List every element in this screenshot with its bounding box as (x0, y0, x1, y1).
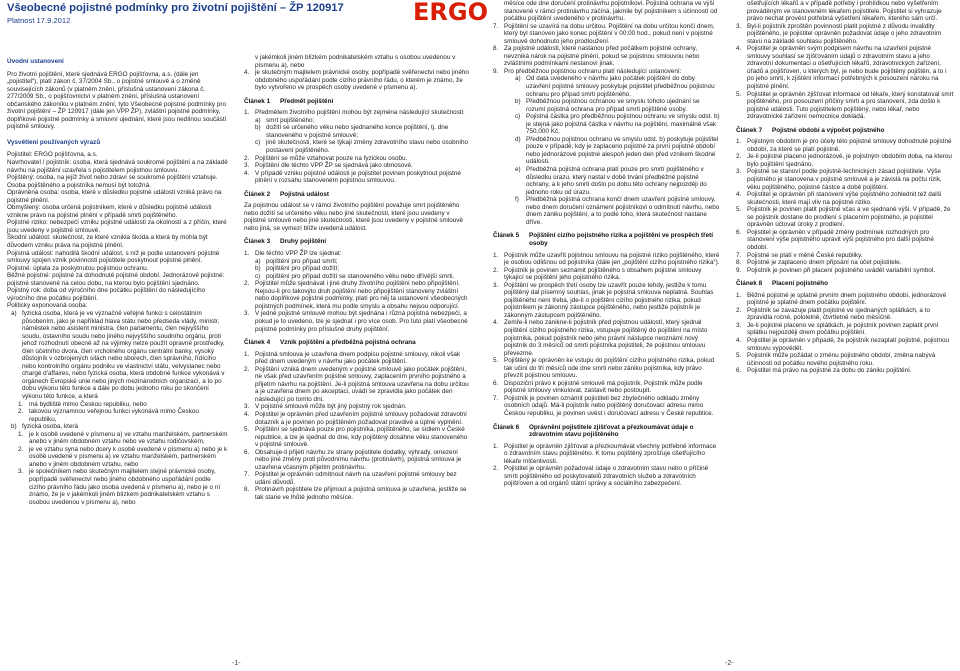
item-number: 1. (736, 291, 742, 299)
item-number: 8. (736, 259, 742, 267)
list-item (244, 250, 469, 258)
item-number: 6. (244, 448, 250, 456)
term-paragraph: Obmyšlený: osoba určená pojistníkem, které v důsledku pojistné události vznikne právo na pojistné plnění v případě smrti pojištěného. (7, 204, 212, 219)
item-number: 3. (244, 310, 250, 318)
item-text: Pojistné se stanoví podle pojistně-technických zásad pojistitele. Výše pojistného je stanovena v pojistné smlouvě a je závislá na počtu rizik, věku pojištěného, pojistné částce a době pojištění. (747, 168, 942, 191)
list-item (736, 367, 954, 375)
page-number-1: -1- (232, 660, 241, 667)
item-number: 3. (244, 162, 250, 170)
list-item (244, 486, 469, 501)
item-text: pojištění pro případ dožití; (266, 265, 339, 273)
item-text: má bydliště mimo Českou republiku, nebo (29, 400, 147, 408)
item-text: je skutečným majitelem právnické osoby, popřípadě svěřenectví nebo jiného obdobného uspořádání podle cizího právního řádu, o kterém je známo, že bylo vytvořeno ve prospěch osoby uvedené v písmenu a). (255, 69, 469, 92)
term-paragraph: Škodní událost: skutečnost, ze které vznikla škoda a která by mohla být důvodem vzniku práva na pojistné plnění. (7, 234, 208, 250)
item-text: V případě vzniku pojistné události je pojistitel povinen poskytnout pojistné plnění v rozsahu stanoveném pojistnou smlouvou. (255, 169, 461, 185)
page-number-2: -2- (725, 660, 734, 667)
list-item (493, 395, 720, 418)
article-1-heading: Článek 1 Předmět pojištění (244, 97, 334, 105)
item-number: a) (515, 75, 521, 83)
item-number: 2. (244, 280, 250, 288)
list-item (493, 267, 720, 282)
list-item (493, 23, 720, 46)
item-number: 3. (493, 281, 499, 289)
list-item (493, 282, 720, 320)
list-item (244, 54, 469, 69)
list-item (493, 465, 720, 488)
list-item (493, 443, 720, 466)
item-text: je ve vztahu syna nebo dcery k osobě uvedené v písmenu a) nebo je k osobě uvedené v písmenu a) ve vztahu manželském, partnerském anebo v jiném obdobném vztahu, nebo (29, 445, 228, 468)
item-text: Pojištění se sjednává pouze pro pojistníka, pojištěného, se sídlem v České republice, a lze je sjednat do dne, kdy pojištěný dosáhne věku stanoveného v pojistné smlouvě. (255, 426, 468, 449)
item-text: dožití se určeného věku nebo sjednaného konce pojištění, tj. dne stanoveného v pojistné smlouvě; (266, 124, 449, 139)
list-item (736, 352, 954, 367)
list-item (18, 408, 228, 423)
section-heading-intro: Úvodní ustanovení (7, 58, 64, 65)
list-item (244, 411, 469, 426)
item-text: Předběžná pojistná ochrana platí pouze pro smrtí pojištěného v důsledku úrazu, který nastal v době trvání předběžné pojistné ochrany, a k jeho smrti došlo po dobu této ochrany nejpozději do jednoho roku od úrazu. (526, 166, 707, 196)
item-text: Pojistitel je oprávněn v případě změny podmínek rozhodných pro stanovení výše pojistného upravit výši pojistného pro další pojistné období. (747, 228, 934, 251)
item-number: 4. (244, 410, 250, 418)
item-number: 2. (493, 465, 499, 473)
list-item (736, 153, 954, 168)
item-number: 9. (736, 266, 742, 274)
pep-a-sublist (7, 401, 228, 424)
item-number: 4. (493, 319, 499, 327)
item-text: Pojistník je povinen při placení pojistného uvádět variabilní symbol. (747, 266, 935, 274)
document-title: Všeobecné pojistné podmínky pro životní pojištění – ŽP 120917 (7, 2, 344, 14)
list-item (244, 162, 469, 170)
item-number: a) (255, 116, 261, 124)
item-text: Pojistná částka pro předběžnou pojistnou ochranu ve smyslu odst. b) je stejná jako pojistná částka v návrhu na pojištění, maximálně však 750.000 Kč. (526, 113, 720, 136)
article-2-heading: Článek 2 Pojistná událost (244, 190, 329, 198)
list-item (244, 69, 469, 92)
item-text: Předběžná pojistná ochrana končí dnem uzavření pojistné smlouvy, nebo dnem doručení oznámení pojistníkovi o odmítnutí návrhu, nebo dnem zániku pojištění, a to podle toho, která skutečnost nastane dříve. (526, 196, 720, 226)
item-number: 2. (18, 445, 24, 453)
list-item (736, 138, 954, 153)
list-item (18, 446, 228, 469)
continued-paragraph: měsíce ode dne doručení protinávrhu pojistníkovi. Pojistná ochrana ve výši stanovené v rámci protinávrhu začíná, jakmile byl pojistníkem s účinností od počátku pojištění uvedeného v protinávrhu. (504, 0, 718, 23)
article-4-heading: Článek 4 Vznik pojištění a předběžná pojistná ochrana (244, 339, 416, 347)
list-item (736, 292, 954, 307)
list-item (18, 401, 228, 409)
item-number: f) (515, 196, 519, 204)
list-item (736, 259, 954, 267)
pep-b-text: fyzická osoba, která (22, 423, 79, 431)
term-paragraph: Navrhovatel / pojistník: osoba, která sjednává soukromé pojištění a na základě návrhu na pojištění uzavřela s pojistitelem pojistnou smlouvu. (7, 159, 228, 174)
item-text: Pojistitel je oprávněn v případě, že pojistník nezaplatí pojistné, pojistnou smlouvu vypovědět. (747, 336, 950, 352)
term-paragraph: Pojistná událost: nahodilá škodní událost, s níž je podle ustanovení pojistné smlouvy spojen vznik povinnosti pojistitele poskytnout pojistné plnění. Pojistné: úplata za poskytnutou pojistnou ochranu. (7, 249, 220, 272)
item-number: 1. (244, 350, 250, 358)
continued-items (244, 54, 469, 92)
list-item (244, 351, 469, 366)
list-item (244, 426, 469, 449)
item-number: c) (255, 272, 261, 280)
item-number: 1. (493, 251, 499, 259)
item-number: 5. (736, 90, 742, 98)
item-text: V pojistné smlouvě může být jiný pojistný rok sjednán. (255, 403, 407, 411)
item-text: je společníkem nebo skutečným majitelem stejné právnické osoby, popřípadě svěřenectví nebo jiného obdobného uspořádání podle cizího právního řádu jako osoba uvedená v písmenu a), nebo je o ní známo, že je v jakémkoli jiném blízkém podnikatelském vztahu s osobou uvedenou v písmenu a), nebo (29, 468, 221, 506)
item-number: b) (255, 265, 261, 273)
item-text: Pojištění se uzavírá na dobu určitou. Pojištění na dobu určitou končí dnem, který byl stanoven jako konec pojištění v 00:00 hod., pokud není v pojistné smlouvě dohodnuto jeho prodloužení. (504, 22, 715, 45)
column-1 (7, 58, 228, 506)
list-item (244, 109, 469, 117)
item-number: 4. (736, 45, 742, 53)
list-item (493, 68, 720, 76)
term-paragraph: Politicky exponovaná osoba: (7, 302, 88, 310)
intro-paragraph: Pro životní pojištění, které sjednává ERGO pojišťovna, a.s. (dále jen „pojistitel“), platí zákon č. 37/2004 Sb., o pojistné smlouvě a o změně souvisejících zákonů (v platném znění, příslušná ustanovení zákona č. 277/2009 Sb., o pojišťovnictví v platném znění, příslušná ustanovení občanského zákoníku v platném znění, tyto Všeobecné pojistné podmínky pro životní pojištění – ŽP 120917 (dále jen VPP ŽP), zvláštní pojistné podmínky, doplňkové pojistné podmínky a smluvní ujednání, které jsou nedílnou součástí pojistné smlouvy. (7, 70, 227, 131)
list-item (244, 265, 469, 273)
item-text: Pojistník se zavazuje platit pojistné ve sjednaných splátkách, a to zpravidla ročně, pololetně, čtvrtletně nebo měsíčně. (747, 306, 931, 322)
item-number: 1. (18, 430, 24, 438)
item-number: 3. (18, 468, 24, 476)
term-paragraph: Pojistné riziko: nebezpečí vzniku pojistné události za okolností a z příčin, které jsou uvedeny v pojistné smlouvě. (7, 219, 227, 234)
item-text: Za pojistné události, které nastanou před počátkem pojistné ochrany, nevzniká nárok na pojistné plnění, pokud se pojistnou smlouvou nebo zvláštními podmínkami nestanoví jinak. (504, 45, 700, 68)
items-block-4a (736, 23, 954, 121)
list-item (244, 139, 469, 154)
term-paragraph: Pojistný rok: doba od výročního dne počátku pojištění do následujícího výročního dne počátku pojištění. (7, 287, 206, 302)
term-paragraph: Pojištěný: osoba, na jejíž život nebo zdraví se soukromé pojištění vztahuje. Osoba pojištěného a pojistníka nemusí být totožná. (7, 174, 218, 189)
item-text: Je-li pojistné placeno jednorázově, je pojistným obdobím doba, na kterou bylo pojištění sjednáno. (747, 153, 952, 168)
list-item (736, 191, 954, 206)
term-paragraph: Oprávněná osoba: osoba, které v důsledku pojistné události vzniká právo na pojistné plnění. (7, 189, 222, 204)
continued-paragraph-4: ošetřujících lékařů a v případě potřeby i prohlídkou nebo vyšetřením prováděným ve stanoveném lékařem pojistitele. Pojistitel si vyhrazuje právo nechat provést potřebná vyšetření lékařem, kterého sám určí. (747, 0, 942, 23)
list-item (736, 307, 954, 322)
term-paragraph: Pojistitel: ERGO pojišťovna, a.s. (7, 151, 98, 159)
item-number: d) (515, 135, 521, 143)
section-heading-terms: Vysvětlení používaných výrazů (7, 138, 101, 146)
item-text: Obsahuje-li přijetí návrhu ze strany pojistitele dodatky, výhrady, omezení nebo jiné změny proti původnímu návrhu (protinávrh), pojistná smlouva je uzavřena včasným přijetím protinávrhu. (255, 448, 462, 471)
article-7-heading: Článek 7 Pojistné období a výpočet pojistného (736, 126, 885, 134)
terms-list (7, 151, 228, 309)
pep-b-sublist (7, 431, 228, 506)
item-number: 7. (493, 22, 499, 30)
item-text: Je-li pojistné placeno ve splátkách, je pojistník povinen zaplatit první splátku nejpozději dnem počátku pojištění. (747, 321, 939, 337)
item-text: Dispoziční právo k pojistné smlouvě má pojistník. Pojistník může podle pojistné smlouvy vinkulovat, zastavit nebo postoupit. (504, 379, 703, 395)
item-text: Pojistitel má právo na pojistné za dobu do zániku pojištění. (747, 367, 912, 375)
article-2-text: Za pojistnou událost se v rámci životního pojištění považuje smrt pojištěného nebo dožití se určeného věku nebo jiné skutečnosti, které jsou uvedeny v pojistné smlouvě nebo jiné skutečnosti, které jsou uvedeny v pojistné smlouvě nebo jiná, se vymezí blíže uvedená událost. (244, 202, 463, 232)
item-text: Běžné pojistné je splatné prvním dnem pojistného období, jednorázové pojistné je splatné dnem počátku pojištění. (747, 291, 947, 307)
item-number: c) (515, 113, 521, 121)
item-number: 1. (736, 138, 742, 146)
item-number: 6. (493, 379, 499, 387)
item-number: 2. (244, 154, 250, 162)
list-item (18, 431, 228, 446)
item-number: 3. (736, 22, 742, 30)
list-item (736, 229, 954, 252)
list-item (736, 337, 954, 352)
item-number: 6. (736, 228, 742, 236)
item-text: Protinávrh pojistitele lze přijmout a pojistná smlouva je uzavřena, jestliže se tak stane ve lhůtě jednoho měsíce. (255, 486, 467, 501)
item-text: Pojištění dle těchto VPP ŽP se sjednává jako obnosové. (255, 162, 413, 170)
item-number: b) (515, 98, 521, 106)
list-item (504, 75, 720, 98)
item-text: takovou významnou veřejnou funkci vykonává mimo Českou republiku, (29, 408, 199, 423)
item-text: Pojistitel je oprávněn při stanovení výše pojistného zohlednit též další skutečnosti, které mají vliv na pojistné riziko. (747, 191, 942, 206)
list-item (736, 252, 954, 260)
column-4 (736, 0, 954, 375)
list-item (244, 310, 469, 333)
article-1-items (244, 109, 469, 184)
item-number: a) (255, 257, 261, 265)
item-text: Od data uvedeného v návrhu jako počátek pojištění do doby uzavření pojistné smlouvy poskytuje pojistitel předběžnou pojistnou ochranu pro případ smrti pojištěného. (526, 75, 715, 98)
item-text: Pojistitel je oprávněn zjišťovat a přezkoumávat všechny potřebné informace o zdravotním stavu pojištěného. K tomu pojištěný zprošťuje ošetřujícího lékaře mlčenlivosti. (504, 442, 717, 465)
item-number: 1. (493, 442, 499, 450)
item-number: 9. (493, 67, 499, 75)
list-item (736, 267, 954, 275)
item-text: jiné skutečnosti, které se týkají změny zdravotního stavu nebo osobního postavení pojištěného. (266, 139, 469, 155)
item-number: 5. (736, 206, 742, 214)
article-6-heading: Článek 6 Oprávnění pojistitele zjišťovat a přezkoumávat údaje o zdravotním stavu pojištěného (493, 423, 694, 439)
list-item (244, 124, 469, 139)
preliminary-cover-subitems (493, 75, 720, 226)
article-3-heading: Článek 3 Druhy pojištění (244, 238, 327, 246)
term-paragraph: Běžné pojistné: pojistné za dohodnuté pojistné období. Jednorázové pojistné: pojistné stanovené na celou dobu, na kterou bylo pojištění sjednáno. (7, 272, 225, 287)
item-text: Předběžnou pojistnou ochranou ve smyslu tohoto ujednání se rozumí pojistná ochrana pro případ smrti pojištěné osoby. (526, 98, 700, 113)
item-number: b) (255, 124, 261, 132)
list-item (736, 206, 954, 229)
item-number: 8. (493, 45, 499, 53)
item-text: Pojistitel může sjednávat i jiné druhy životního pojištění nebo připojištění. Nejsou-li pro takovýto druh pojištění nebo připojištění stanoveny zvláštní nebo doplňkové pojistné podmínky, platí pro něj ta ustanovení všeobecných pojistných podmínek, která mu podle smyslu a obsahu nejsou odporující. (255, 280, 468, 310)
item-text: Pojistné je zaplaceno dnem připsání na účet pojistitele. (747, 259, 902, 267)
item-text: v jakémkoli jiném blízkém podnikatelském vztahu s osobou uvedenou v písmenu a), nebo (255, 54, 456, 69)
item-number: 2. (18, 408, 24, 416)
item-number: 3. (736, 168, 742, 176)
item-text: Pojistné se platí v měně České republiky. (747, 251, 863, 259)
list-item (504, 136, 720, 166)
article-3-items (244, 250, 469, 333)
list-item (244, 366, 469, 404)
item-number (244, 54, 255, 69)
list-item (736, 168, 954, 191)
item-text: Pojistník může požádat o změnu pojistného období, změna nabývá účinnosti od počátku nového pojistného roku. (747, 352, 936, 367)
list-item (493, 380, 720, 395)
column-3 (493, 0, 720, 488)
item-number: 7. (244, 471, 250, 479)
item-number: c) (255, 139, 261, 147)
item-text: Pojistitel je oprávněn před uzavřením pojistné smlouvy požadovat zdravotní dotazník a je povinen po pojištěném požadovat pravdivé a úplné vyplnění. (255, 410, 467, 426)
item-text: Pojištěný je oprávněn ke vstupu do pojištění cizího pojistného rizika, pokud tak učiní do tří měsíců ode dne smrti nebo zániku pojistníka, kdy právo převzít pojistnou smlouvu. (504, 357, 715, 380)
pep-a-text: fyzická osoba, která je ve význačné veřejné funkci s celostátním působením, jako je například hlava státu nebo předseda vlády, ministr, náměstek nebo asistent ministra, člen parlamentu, člen nejvyššího soudu, ústavního soudu nebo jiného nejvyššího soudního orgánu, proti jehož rozhodnutí obecně až na výjimky nelze použít opravné prostředky, člen účetního dvora, člen vrcholného orgánu centrální banky, vysoký důstojník v ozbrojených silách nebo sborech, člen správního, řídícího nebo kontrolního orgánu podniku ve vlastnictví státu, velvyslanec nebo chargé d'affaires, nebo fyzická osoba, která obdobné funkce vykonává v orgánech Evropské unie nebo jiných mezinárodních organizací, a to po dobu výkonu této funkce a dále po dobu jednoho roku po skončení výkonu této funkce, a která (22, 309, 225, 400)
item-text: Pojistník je povinen oznámit pojistiteli bez zbytečného odkladu změny osobních údajů. Má-li pojistník nebo pojištěný doručovací adresu mimo Českou republiku, je povinen uvést i doručovací adresu v České republice. (504, 394, 714, 417)
item-text: Pojištění vzniká dnem uvedeným v pojistné smlouvě jako počátek pojištění, ne však před uzavřením pojistné smlouvy, zaplacením prvního pojistného a přijetím návrhu na pojištění. Je-li pojistná smlouva uzavřena na dobu určitou a je uzavřena dnem po akceptaci, uvádí se zpravidla jako počátek den následující po tomto dni. (255, 365, 469, 403)
item-number: 7. (736, 251, 742, 259)
items-block-a (493, 23, 720, 76)
article-8-items (736, 292, 954, 375)
item-number: 1. (18, 400, 24, 408)
item-number: 7. (493, 394, 499, 402)
list-item (504, 98, 720, 113)
item-number: 5. (493, 357, 499, 365)
item-text: pojištění pro případ dožití se stanoveného věku nebo dřívější smrti. (266, 272, 455, 280)
article-4-items (244, 351, 469, 502)
pep-item-a: a) fyzická osoba, která je ve význačné veřejné funkci s celostátním působením, jako je například hlava státu nebo předseda vlády, ministr, náměstek nebo asistent ministra, člen parlamentu, člen nejvyššího soudu, ústavního soudu nebo jiného nejvyššího soudního orgánu, proti jehož rozhodnutí obecně až na výjimky nelze použít opravné prostředky, člen účetního dvora, člen vrcholného orgánu centrální banky, vysoký důstojník v ozbrojených silách nebo sborech, člen správního, řídícího nebo kontrolního orgánu podniku ve vlastnictví státu, velvyslanec nebo chargé d'affaires, nebo fyzická osoba, která obdobné funkce vykonává v orgánech Evropské unie nebo jiných mezinárodních organizací, a to po dobu výkonu této funkce a dále po dobu jednoho roku po skončení výkonu této funkce, a která (7, 310, 228, 401)
item-text: Pojistná smlouva je uzavřena dnem podpisu pojistné smlouvy, nikoli však před dnem uvedeným v návrhu jako počátek pojištění. (255, 350, 461, 366)
item-number: 8. (244, 486, 250, 494)
item-number: 2. (736, 306, 742, 314)
list-item (504, 113, 720, 136)
item-number: 4. (736, 336, 742, 344)
list-item (493, 357, 720, 380)
item-number: 1. (244, 250, 250, 258)
article-5-items (493, 252, 720, 418)
list-item (736, 45, 954, 90)
item-text: Pojištění ve prospěch třetí osoby lze uzavřít pouze tehdy, jestliže k tomu pojištěný dal písemný souhlas, jinak je pojistná smlouva neplatná. Souhlas pojištěného není třeba, jde-li o pojištění cizího pojistného rizika, pokud pojistníkem je zákonný zástupce pojištěného, nebo jestliže pojistník je zákonným zástupcem pojištěného. (504, 281, 714, 319)
ergo-logo: ERGO (413, 0, 488, 26)
item-text: Pojistitel je oprávněn požadovat údaje o zdravotním stavu nebo o příčině smrti pojištěného od poskytovatelů zdravotních služeb a zdravotních pojišťoven a od orgánů státní správy a sociálního zabezpečení. (504, 465, 709, 488)
list-item (244, 117, 469, 125)
item-text: Pojištění se může vztahovat pouze na fyzickou osobu. (255, 154, 408, 162)
item-number: 6. (736, 367, 742, 375)
item-text: Zemře-li nebo zanikne-li pojistník před pojistnou událostí, který sjednal pojištění cizího pojistného rizika, vstupuje pojištěný do pojištění na místo pojistníka, pokud pojistník nebo jeho právní nástupce neoznámí nový pojistník do 3 měsíců od smrti pojistníka pojistiteli, že pojistnou smlouvu převezme. (504, 319, 708, 357)
item-text: Dle těchto VPP ŽP lze sjednat: (255, 250, 342, 258)
list-item (244, 403, 469, 411)
article-5-heading: Článek 5 Pojištění cizího pojistného rizika a pojištění ve prospěch třetí osoby (493, 232, 714, 247)
article-8-heading: Článek 8 Placení pojistného (736, 280, 829, 288)
article-7-items (736, 138, 954, 274)
item-number: 3. (244, 403, 250, 411)
item-number: 3. (736, 321, 742, 329)
article-6-items (493, 443, 720, 488)
item-text: Pojistník je povinen seznámit pojištěného s obsahem pojistné smlouvy týkající se pojištění jeho pojistného rizika. (504, 266, 702, 282)
item-text: Byl-li pojistník zproštěn povinnosti platit pojistné z důvodu invalidity pojištěného, je pojistitel oprávněn požadovat údaje o jeho zdravotním stavu na základě souhlasu pojištěného. (747, 22, 942, 45)
item-number: e) (515, 166, 521, 174)
item-number: 2. (244, 365, 250, 373)
list-item (244, 471, 469, 486)
item-number: 2. (493, 266, 499, 274)
item-number: 5. (244, 426, 250, 434)
item-text: Pojistitel je oprávněn zjišťovat informace od lékaře, který konstatoval smrt pojištěného, pro posouzení příčiny smrti a pro stanovení, zda došlo k pojistné události. Tuto pojistitelem pojištěný, nebo lékař, nebo zdravotnické zařízení nemocnice dokládá. (747, 90, 954, 121)
item-text: Pojistným obdobím je pro účely této pojistné smlouvy dohodnuté pojistné období, za které se platí pojistné. (747, 138, 952, 153)
item-text: V jedné pojistné smlouvě mohou být sjednána i různá pojistná nebezpečí, a pokud je to uvedeno, lze je sjednat i pro více osob. Pro tuto platí všeobecné pojistné podmínky pro příslušné druhy pojištění. (255, 310, 468, 333)
item-text: smrt pojištěného; (266, 116, 315, 124)
item-number: 4. (244, 69, 250, 77)
item-text: Předmětem životního pojištění mohou být zejména následující skutečnosti: (255, 109, 465, 117)
item-text: Pro předběžnou pojistnou ochranu platí následující ustanovení: (504, 67, 682, 75)
list-item (244, 155, 469, 163)
list-item (18, 468, 228, 506)
list-item (493, 319, 720, 357)
validity-date: Platnost 17.9.2012 (7, 16, 71, 25)
list-item (493, 45, 720, 68)
item-number: 2. (736, 153, 742, 161)
list-item (736, 91, 954, 121)
item-text: Pojistitel je oprávněn odmítnout návrh na uzavření pojistné smlouvy bez udání důvodů. (255, 471, 457, 486)
item-text: Pojistitel je oprávněn svým podpisem návrhu na uzavření pojistné smlouvy souhlasí se zjišťováním údajů o zdravotním stavu a jeho zdravotní dokumentaci u ošetřujících lékařů, zdravotnických zařízení, úřadů a pojišťoven, u kterých byl, je nebo bude pojištěný pojištěn, a to i po jeho smrti, k zjištění informací potřebných k posouzení nároku na pojistné plnění. (747, 45, 947, 91)
pep-item-b: b) fyzická osoba, která (7, 423, 228, 431)
item-text: je k osobě uvedené v písmenu a) ve vztahu manželském, partnerském anebo v jiném obdobném vztahu nebo ve vztahu rodičovském, (29, 430, 228, 446)
item-number: 1. (244, 109, 250, 117)
column-2 (244, 54, 469, 502)
item-number: 5. (736, 352, 742, 360)
item-text: Pojistník je povinen platit pojistné včas a ve sjednané výši. V případě, že se pojistník dostane do prodlení s placením pojistného, je pojistitel oprávněn účtovat úroky z prodlení. (747, 206, 951, 229)
item-text: pojištění pro případ smrti; (266, 257, 338, 265)
item-text: Předběžnou pojistnou ochranu ve smyslu odst. b) poskytuje pojistitel pouze v případě, kdy je zaplaceno pojistné za první pojistné období nebo jednorázové pojistné alespoň jeden den před vznikem škodné události. (526, 135, 719, 166)
list-item (504, 166, 720, 196)
list-item (736, 23, 954, 46)
list-item (736, 322, 954, 337)
item-number: 4. (736, 191, 742, 199)
item-text: Pojistník může uzavřít pojistnou smlouvu na pojistné riziko pojištěného, které je osobou odlišnou od pojistníka (dále jen „pojištění cizího pojistného rizika“). (504, 251, 720, 267)
list-item (244, 449, 469, 472)
list-item (244, 258, 469, 266)
item-number: 4. (244, 169, 250, 177)
list-item (504, 196, 720, 226)
list-item (493, 252, 720, 267)
list-item (244, 170, 469, 185)
list-item (244, 280, 469, 310)
